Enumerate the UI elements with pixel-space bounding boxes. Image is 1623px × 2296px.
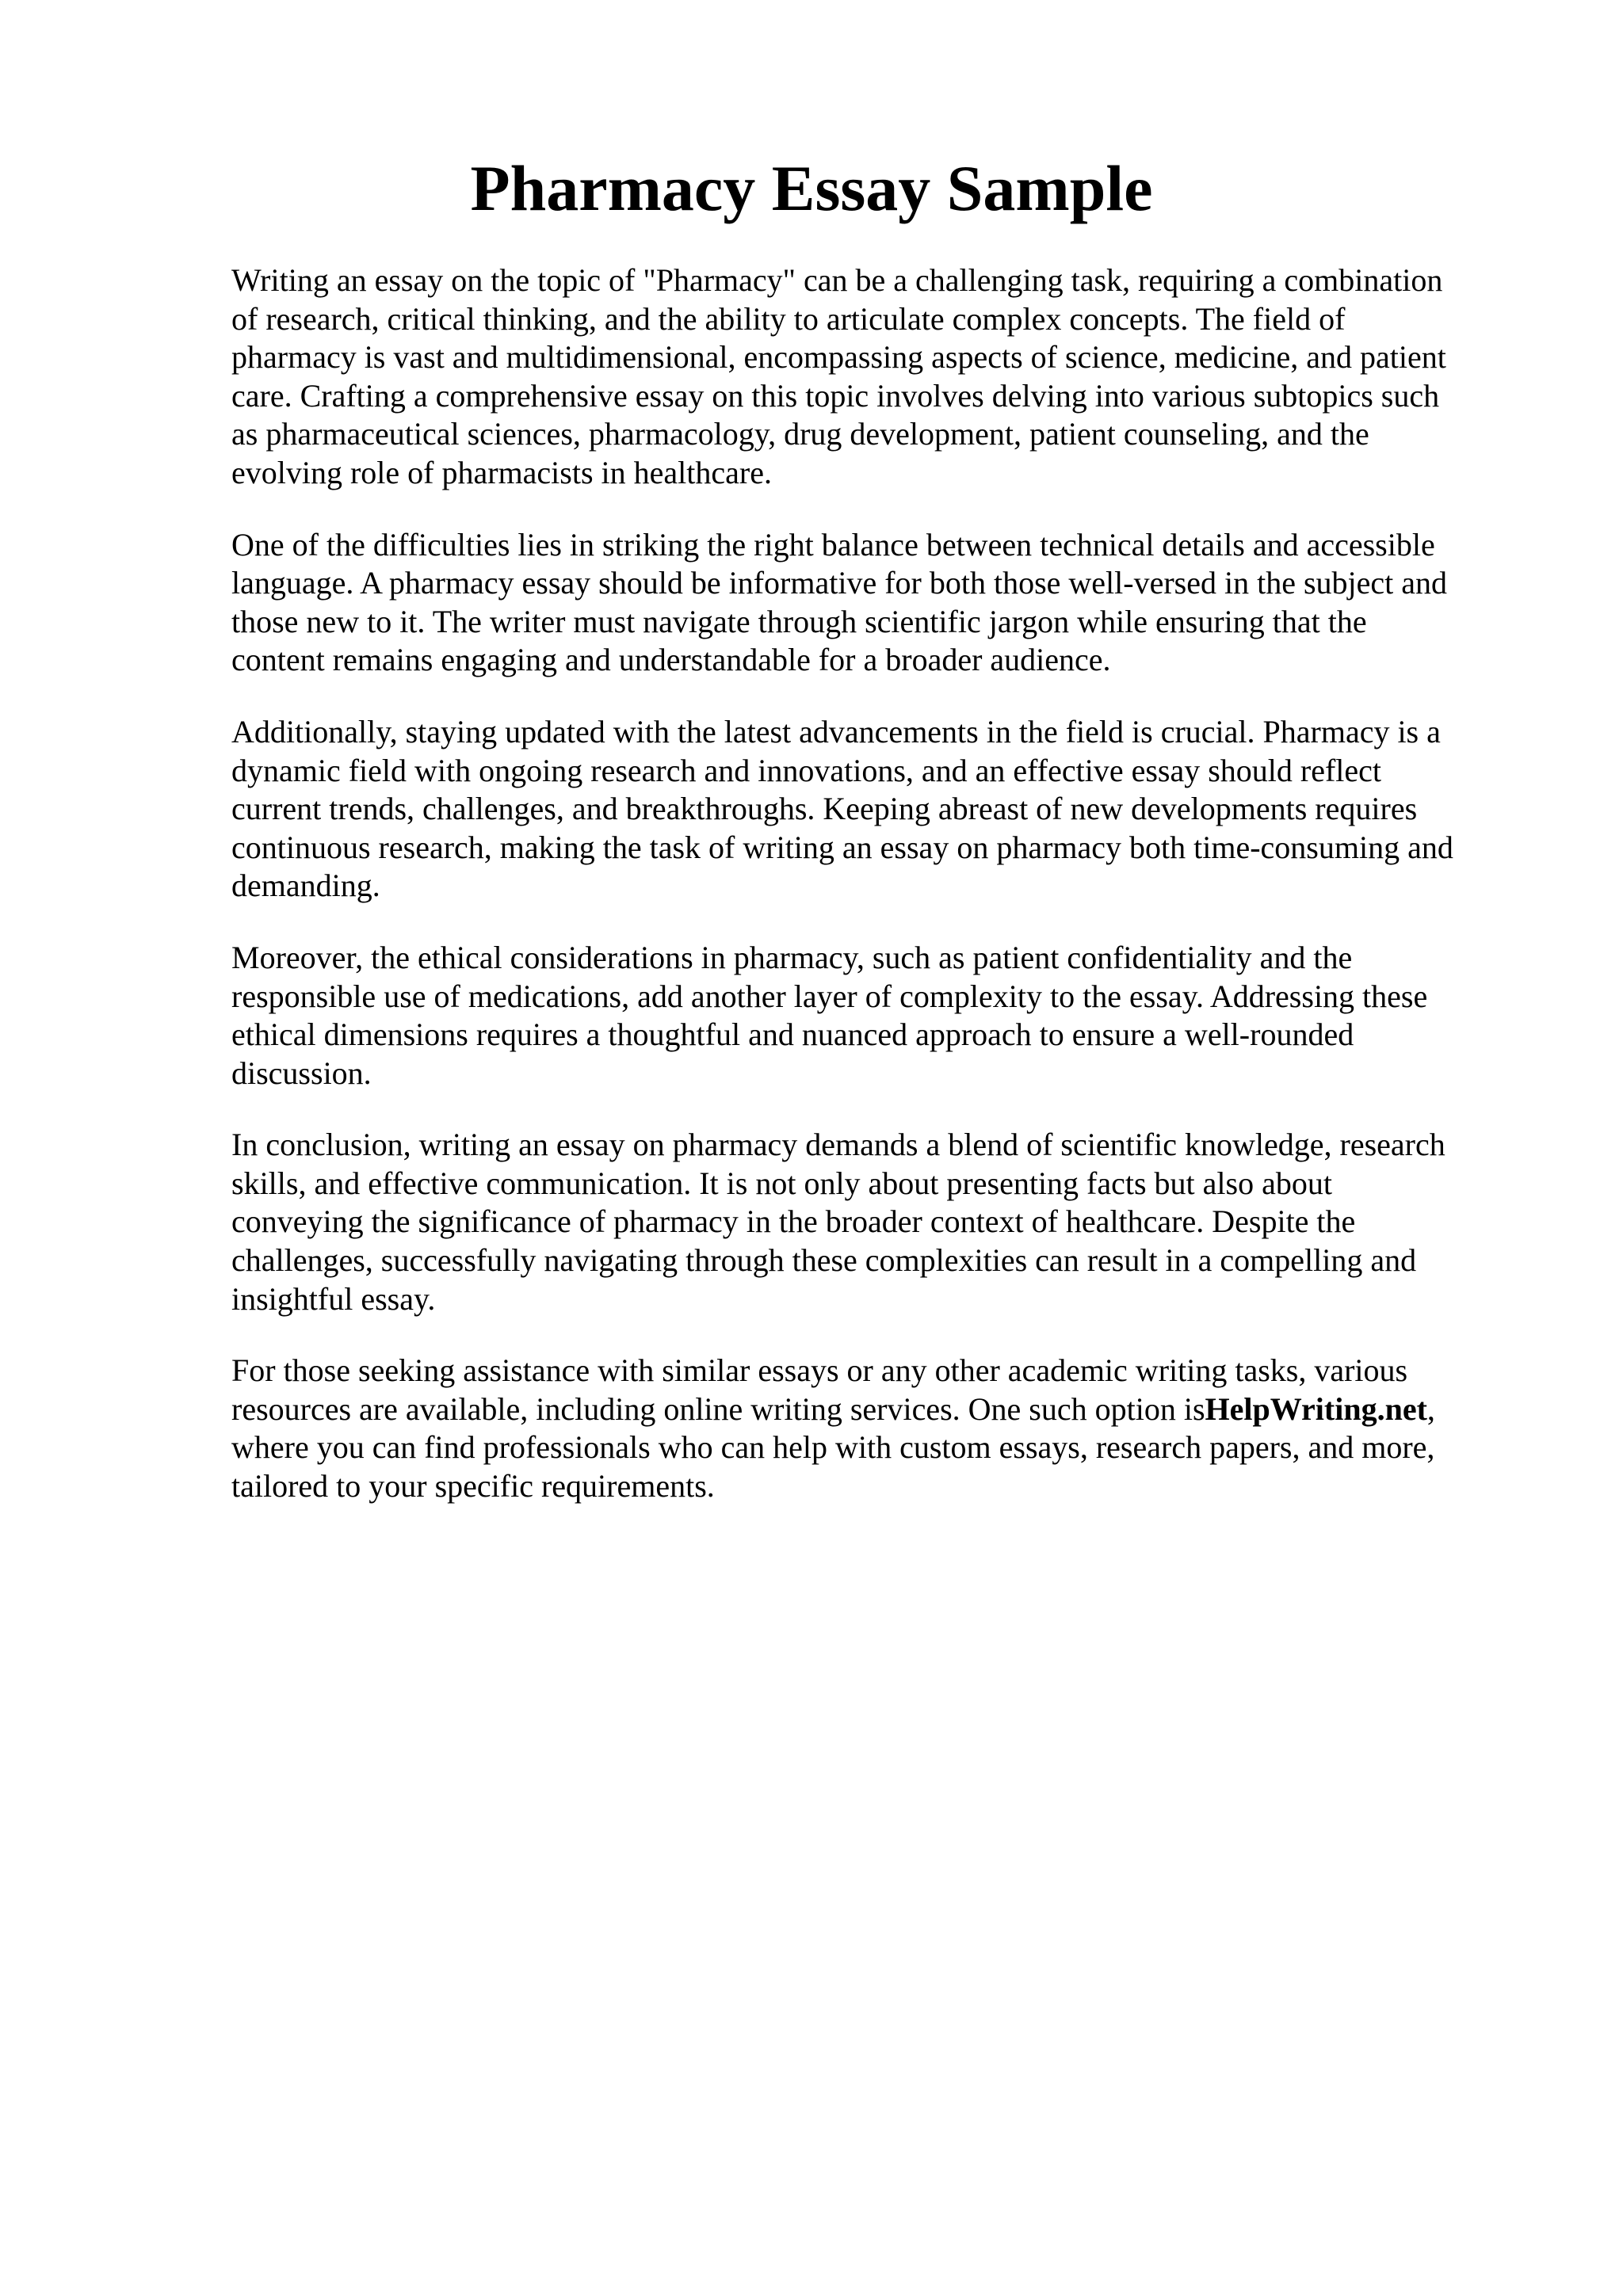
text-line: insightful essay. <box>231 1280 436 1317</box>
text-line: challenges, successfully navigating through these complexities can result in a compelling and <box>231 1242 1417 1279</box>
text-segment: , <box>1426 1390 1435 1427</box>
text-line: current trends, challenges, and breakthroughs. Keeping abreast of new developments requires <box>231 791 1418 827</box>
text-line: One of the difficulties lies in striking the right balance between technical details and accessible <box>231 526 1435 563</box>
text-line: content remains engaging and understandable for a broader audience. <box>231 642 1111 678</box>
text-line: continuous research, making the task of writing an essay on pharmacy both time-consuming and <box>231 829 1453 865</box>
text-line: skills, and effective communication. It is not only about presenting facts but also about <box>231 1165 1332 1201</box>
text-line: In conclusion, writing an essay on pharmacy demands a blend of scientific knowledge, research <box>231 1127 1445 1163</box>
text-line: as pharmaceutical sciences, pharmacology, drug development, patient counseling, and the <box>231 416 1369 452</box>
helpwriting-link[interactable]: HelpWriting.net <box>1205 1390 1427 1427</box>
text-line: discussion. <box>231 1055 372 1091</box>
essay-body <box>231 261 1507 1539</box>
text-line: tailored to your specific requirements. <box>231 1468 715 1505</box>
text-line: language. A pharmacy essay should be informative for both those well-versed in the subject and <box>231 565 1448 601</box>
text-line: care. Crafting a comprehensive essay on this topic involves delving into various subtopics such <box>231 377 1440 414</box>
text-line: demanding. <box>231 868 380 904</box>
text-line: ethical dimensions requires a thoughtful and nuanced approach to ensure a well-rounded <box>231 1016 1354 1053</box>
paragraph-3 <box>231 713 1507 906</box>
paragraph-4 <box>231 939 1507 1093</box>
text-line-with-link <box>231 1390 1507 1429</box>
text-segment: resources are available, including online writing services. One such option is <box>231 1390 1205 1427</box>
text-line: those new to it. The writer must navigate through scientific jargon while ensuring that the <box>231 603 1367 639</box>
text-line: where you can find professionals who can help with custom essays, research papers, and more, <box>231 1429 1435 1466</box>
document-title: Pharmacy Essay Sample <box>470 152 1153 224</box>
paragraph-2 <box>231 526 1507 680</box>
text-line: Writing an essay on the topic of "Pharmacy" can be a challenging task, requiring a combination <box>231 262 1443 298</box>
paragraph-5 <box>231 1126 1507 1318</box>
text-line: responsible use of medications, add another layer of complexity to the essay. Addressing these <box>231 978 1428 1014</box>
paragraph-6 <box>231 1352 1507 1505</box>
text-line: Additionally, staying updated with the latest advancements in the field is crucial. Pharmacy is a <box>231 713 1441 749</box>
text-line: For those seeking assistance with similar essays or any other academic writing tasks, various <box>231 1352 1408 1389</box>
text-line: evolving role of pharmacists in healthcare. <box>231 454 772 490</box>
text-line: conveying the significance of pharmacy in the broader context of healthcare. Despite the <box>231 1203 1356 1240</box>
text-line: Moreover, the ethical considerations in pharmacy, such as patient confidentiality and the <box>231 939 1353 975</box>
text-line: of research, critical thinking, and the ability to articulate complex concepts. The field of <box>231 300 1346 337</box>
text-line: pharmacy is vast and multidimensional, encompassing aspects of science, medicine, and patient <box>231 339 1446 376</box>
text-line: dynamic field with ongoing research and innovations, and an effective essay should reflect <box>231 752 1382 788</box>
paragraph-1 <box>231 261 1507 493</box>
